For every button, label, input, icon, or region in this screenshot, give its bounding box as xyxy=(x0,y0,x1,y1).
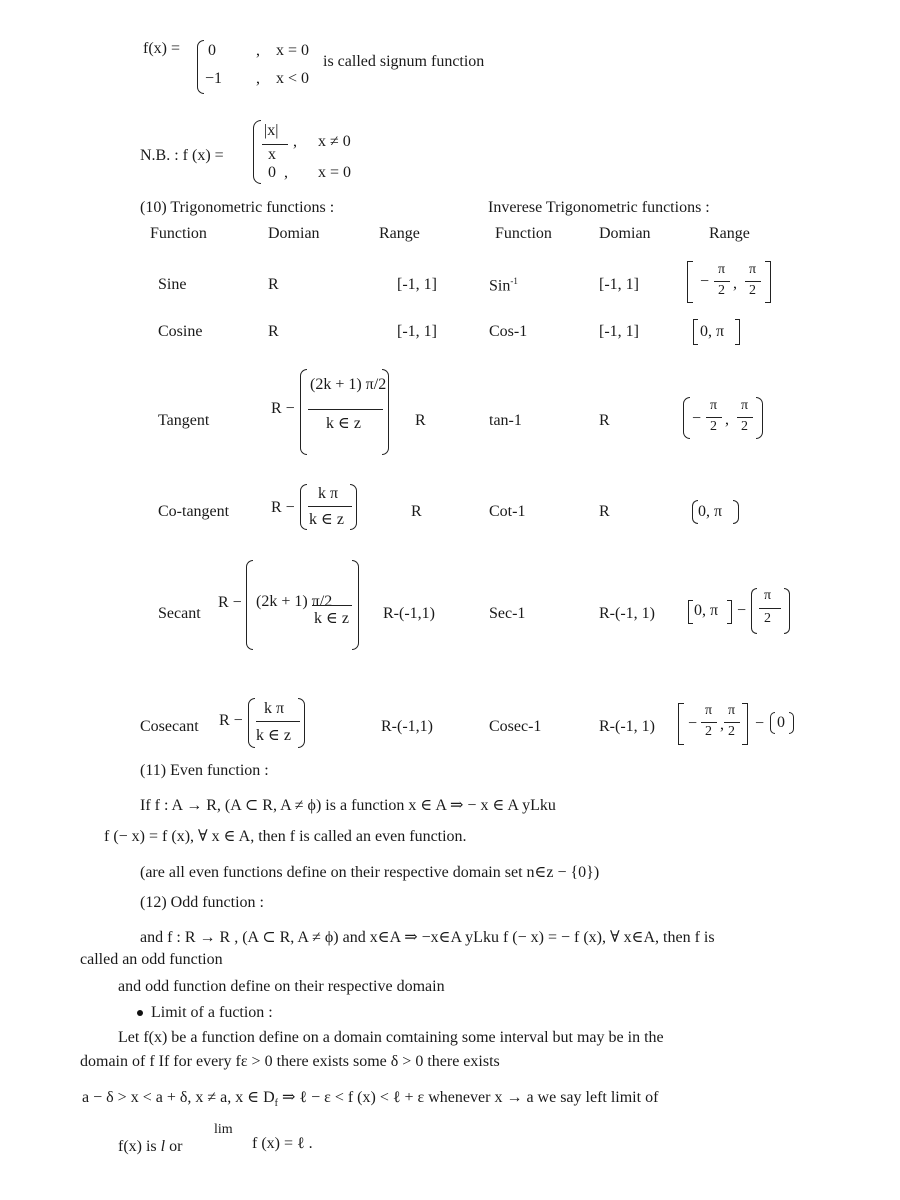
limit-line4-prefix: f(x) is xyxy=(118,1138,161,1155)
row-sine-domain: R xyxy=(268,276,279,293)
nb-brace xyxy=(253,120,261,184)
row-tangent-inverse-range-paren-right xyxy=(756,397,763,439)
limit-line1: Let f(x) be a function define on a domain comtaining some interval but may be in the xyxy=(118,1029,664,1046)
row-cosine-inverse-range: 0, π xyxy=(700,323,725,340)
col-inverse-domian: Domian xyxy=(599,225,651,242)
row-tangent-domain-numerator: (2k + 1) π/2 xyxy=(310,376,387,393)
row-cosecant-inverse-range-zero: 0 xyxy=(777,714,785,731)
row-tangent-domain-denominator: k ∈ z xyxy=(326,415,361,432)
row-secant-inverse-range-bracket-left xyxy=(688,600,693,624)
row-cotangent-inverse-range: 0, π xyxy=(698,503,723,520)
nb-numerator: |x| xyxy=(264,122,279,139)
row-cotangent-domain-numerator: k π xyxy=(318,485,339,502)
row-cosecant-inverse-range-two1: 2 xyxy=(705,724,712,739)
signum-caption: is called signum function xyxy=(323,53,485,70)
row-sine-range-comma: , xyxy=(733,275,737,292)
even-function-line1: If f : A → R, (A ⊂ R, A ≠ ϕ) is a function x ∈ A ⇒ − x ∈ A yLku xyxy=(140,797,556,814)
nb-condition2: x = 0 xyxy=(318,164,352,181)
bullet-icon xyxy=(137,1010,143,1016)
row-secant-inverse-range-minus: − xyxy=(737,602,747,619)
limit-line2: domain of f If for every fε > 0 there exists some δ > 0 there exists xyxy=(80,1053,500,1070)
row-cotangent-domain-denominator: k ∈ z xyxy=(309,511,344,528)
nb-value2: 0 xyxy=(268,164,276,181)
row-tangent-function: Tangent xyxy=(158,412,210,429)
col-function: Function xyxy=(150,225,207,242)
row-sine-frac-bar1 xyxy=(714,281,730,282)
row-secant-domain-prefix: R − xyxy=(218,594,242,611)
row-cotangent-function: Co-tangent xyxy=(158,503,230,520)
row-tangent-inverse-range-paren-left xyxy=(683,397,690,439)
row-tangent-inverse-function: tan-1 xyxy=(489,412,522,429)
row-cosine-domain: R xyxy=(268,323,279,340)
col-inverse-function: Function xyxy=(495,225,552,242)
row-cosecant-brace-left xyxy=(248,698,255,748)
row-cosecant-inv-bar2 xyxy=(724,722,740,723)
row-sine-inverse-range-two1: 2 xyxy=(718,283,725,298)
signum-case2-comma: , xyxy=(256,70,260,87)
row-secant-inverse-range-brace-right xyxy=(784,588,790,634)
limit-line4 xyxy=(118,1138,182,1156)
row-cosecant-brace-right xyxy=(298,698,305,748)
row-tangent-inverse-range-minus: − xyxy=(692,410,702,427)
row-cosecant-inverse-domain: R-(-1, 1) xyxy=(599,718,655,735)
row-sine-frac-bar2 xyxy=(745,281,761,282)
row-cosecant-range-comma: , xyxy=(720,716,724,733)
row-secant-domain-numerator: (2k + 1) π/2 xyxy=(256,593,333,610)
row-cosecant-inverse-function: Cosec-1 xyxy=(489,718,542,735)
row-cosecant-domain-denominator: k ∈ z xyxy=(256,727,291,744)
signum-brace xyxy=(197,40,204,94)
signum-case2-condition: x < 0 xyxy=(276,70,310,87)
trig-heading: (10) Trigonometric functions : xyxy=(140,199,335,216)
row-sine-inverse-range-bracket-right xyxy=(765,261,771,303)
row-secant-frac-bar xyxy=(312,605,352,606)
row-tangent-range: R xyxy=(415,412,426,429)
row-cosecant-domain-prefix: R − xyxy=(219,712,243,729)
nb-prefix: N.B. : f (x) = xyxy=(140,147,224,164)
sin-inverse-exponent: -1 xyxy=(510,276,518,286)
nb-denominator: x xyxy=(268,146,276,163)
row-cosine-range-bracket-right xyxy=(735,319,740,345)
row-cotangent-inverse-domain: R xyxy=(599,503,610,520)
row-sine-range: [-1, 1] xyxy=(397,276,437,293)
signum-case1-condition: x = 0 xyxy=(276,42,310,59)
row-cosecant-frac-bar xyxy=(256,721,300,722)
even-function-line3: (are all even functions define on their respective domain set n∈z − {0}) xyxy=(140,864,600,881)
even-function-heading: (11) Even function : xyxy=(140,762,269,779)
limit-line4-or: or xyxy=(165,1138,183,1155)
odd-function-heading: (12) Odd function : xyxy=(140,894,264,911)
row-cotangent-inverse-function: Cot-1 xyxy=(489,503,526,520)
row-secant-inverse-range-interval: 0, π xyxy=(694,602,719,619)
row-tangent-brace-right xyxy=(382,369,389,455)
row-cotangent-range: R xyxy=(411,503,422,520)
nb-comma: , xyxy=(293,133,297,150)
limit-line3-start: a − δ > x < a + δ, x ≠ a, x ∈ D xyxy=(82,1089,275,1106)
col-range: Range xyxy=(379,225,420,242)
row-secant-inv-bar xyxy=(759,608,781,609)
row-sine-inverse-range-pi1: π xyxy=(718,262,726,277)
limit-line4-expression: f (x) = ℓ . xyxy=(252,1135,313,1152)
row-cotangent-brace-right xyxy=(350,484,357,530)
row-sine-inverse-domain: [-1, 1] xyxy=(599,276,639,293)
row-cosecant-set-brace-right xyxy=(789,712,794,734)
row-tangent-inverse-range-pi2: π xyxy=(741,398,749,413)
sin-inverse-name: Sin xyxy=(489,277,511,295)
limit-line3-subscript: f xyxy=(274,1098,278,1110)
row-secant-inverse-domain: R-(-1, 1) xyxy=(599,605,655,622)
row-secant-inverse-range-pi: π xyxy=(764,588,772,603)
row-tangent-inverse-range-pi1: π xyxy=(710,398,718,413)
odd-function-line3: and odd function define on their respective domain xyxy=(118,978,445,995)
nb-condition1: x ≠ 0 xyxy=(318,133,351,150)
even-function-line2: f (− x) = f (x), ∀ x ∈ A, then f is called an even function. xyxy=(104,828,467,845)
row-cosecant-inverse-range-pi1: π xyxy=(705,703,713,718)
row-secant-range: R-(-1,1) xyxy=(383,605,435,622)
row-secant-inverse-range-two: 2 xyxy=(764,611,771,626)
row-sine-inverse-function xyxy=(489,276,518,295)
limit-heading-text: Limit of a fuction : xyxy=(151,1004,273,1021)
row-tangent-inverse-range-two1: 2 xyxy=(710,419,717,434)
row-cosecant-inv-bar1 xyxy=(701,722,717,723)
row-cosine-inverse-domain: [-1, 1] xyxy=(599,323,639,340)
limit-line3 xyxy=(82,1087,658,1109)
row-tangent-inverse-range-two2: 2 xyxy=(741,419,748,434)
row-cotangent-inverse-range-paren-right xyxy=(733,500,739,524)
row-sine-inverse-range-two2: 2 xyxy=(749,283,756,298)
row-secant-brace-left xyxy=(246,560,253,650)
row-cosine-function: Cosine xyxy=(158,323,203,340)
nb-comma2: , xyxy=(284,164,288,181)
row-cosecant-inverse-range-pi2: π xyxy=(728,703,736,718)
row-sine-inverse-range-pi2: π xyxy=(749,262,757,277)
nb-fraction-bar xyxy=(262,144,288,145)
signum-case2-value: −1 xyxy=(205,70,223,87)
row-cosecant-inverse-range-minus2: − xyxy=(755,715,765,732)
row-tangent-frac-bar xyxy=(308,409,383,410)
row-cosine-inverse-function: Cos-1 xyxy=(489,323,528,340)
row-secant-inverse-range-brace-left xyxy=(751,588,757,634)
row-secant-inverse-range-bracket-right xyxy=(727,600,732,624)
row-tangent-domain-prefix: R − xyxy=(271,400,295,417)
col-domian: Domian xyxy=(268,225,320,242)
row-sine-inverse-range-minus: − xyxy=(700,273,710,290)
row-cosecant-domain-numerator: k π xyxy=(264,700,285,717)
row-cosecant-inverse-range-two2: 2 xyxy=(728,724,735,739)
row-cosecant-set-brace-left xyxy=(770,712,775,734)
inverse-trig-heading: Inverese Trigonometric functions : xyxy=(488,199,710,216)
signum-case1-comma: , xyxy=(256,42,260,59)
col-inverse-range: Range xyxy=(709,225,750,242)
row-tangent-inv-bar1 xyxy=(706,417,722,418)
row-secant-domain-denominator: k ∈ z xyxy=(314,610,349,627)
row-tangent-inv-bar2 xyxy=(737,417,753,418)
row-cosine-range: [-1, 1] xyxy=(397,323,437,340)
row-sine-inverse-range-bracket-left xyxy=(687,261,693,303)
row-cosecant-range: R-(-1,1) xyxy=(381,718,433,735)
row-cosecant-inverse-range-bracket-left xyxy=(678,703,684,745)
row-tangent-brace-left xyxy=(300,369,307,455)
limit-line4-l: l xyxy=(160,1138,166,1155)
row-cosecant-inverse-range-bracket-right xyxy=(742,703,748,745)
row-cosine-range-bracket-left xyxy=(693,319,698,345)
limit-heading xyxy=(137,1004,273,1022)
row-cotangent-domain-prefix: R − xyxy=(271,499,295,516)
odd-function-line2: called an odd function xyxy=(80,951,223,968)
row-secant-brace-right xyxy=(352,560,359,650)
signum-fx-label: f(x) = xyxy=(143,40,181,57)
limit-lim-word: lim xyxy=(214,1122,233,1137)
row-sine-function: Sine xyxy=(158,276,187,293)
row-secant-inverse-function: Sec-1 xyxy=(489,605,526,622)
row-secant-function: Secant xyxy=(158,605,201,622)
odd-function-line1: and f : R → R , (A ⊂ R, A ≠ ϕ) and x∈A ⇒ −x∈A yLku f (− x) = − f (x), ∀ x∈A, then f is xyxy=(140,929,715,946)
row-cotangent-brace-left xyxy=(300,484,307,530)
row-tangent-inverse-domain: R xyxy=(599,412,610,429)
row-cotangent-frac-bar xyxy=(308,506,352,507)
row-tangent-range-comma: , xyxy=(725,411,729,428)
signum-case1-value: 0 xyxy=(208,42,216,59)
row-cosecant-function: Cosecant xyxy=(140,718,199,735)
row-cosecant-inverse-range-minus: − xyxy=(688,715,698,732)
limit-line3-rest: ⇒ ℓ − ε < f (x) < ℓ + ε whenever x → a we say left limit of xyxy=(278,1089,659,1106)
